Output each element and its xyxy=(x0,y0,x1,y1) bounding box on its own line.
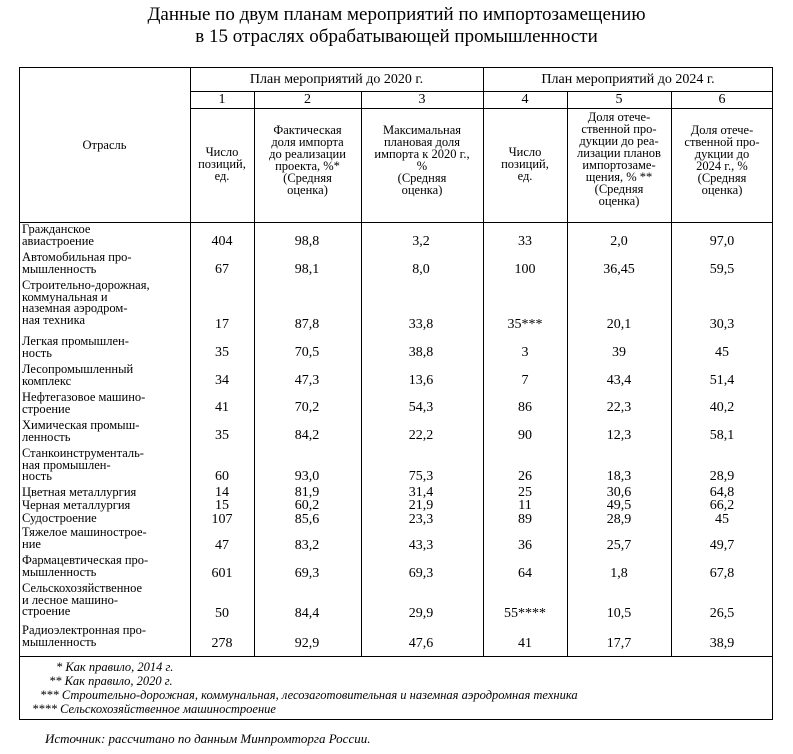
table-cell: 47 xyxy=(215,538,229,553)
table-cell: 13,6 xyxy=(408,373,434,388)
table-cell: 86 xyxy=(518,400,532,415)
table-cell: 2,0 xyxy=(610,234,628,249)
table-cell: 1,8 xyxy=(610,566,628,581)
table-cell: 15 xyxy=(215,498,229,513)
row-sector-name: Цветная металлургия xyxy=(22,485,137,499)
table-cell: 43,3 xyxy=(408,538,434,553)
table-cell: 87,8 xyxy=(294,317,320,332)
table-cell: 41 xyxy=(215,400,229,415)
table-cell: 26,5 xyxy=(709,606,735,621)
table-cell: 54,3 xyxy=(408,400,434,415)
table-cell: 25 xyxy=(518,485,532,500)
table-cell: 98,1 xyxy=(294,262,320,277)
table-cell: 38,9 xyxy=(709,636,735,651)
table-cell: 14 xyxy=(215,485,229,500)
table-cell: 7 xyxy=(521,373,529,388)
column-header-domestic-share-before: Доля отече- ственной про- дукции до реа- лизации планов импортозаме- щения, % ** (Средняя оценка) xyxy=(577,110,661,208)
column-number-2: 2 xyxy=(304,92,311,107)
table-cell: 64 xyxy=(518,566,532,581)
table-cell: 25,7 xyxy=(606,538,632,553)
column-number-5: 5 xyxy=(615,92,623,107)
table-cell: 47,3 xyxy=(294,373,320,388)
table-cell: 43,4 xyxy=(606,373,632,388)
table-cell: 8,0 xyxy=(412,262,430,277)
table-cell: 92,9 xyxy=(294,636,320,651)
table-cell: 49,5 xyxy=(606,498,632,513)
table-cell: 90 xyxy=(518,428,532,443)
table-cell: 601 xyxy=(211,566,233,581)
table-cell: 84,2 xyxy=(294,428,320,443)
table-cell: 28,9 xyxy=(606,512,632,527)
row-sector-name: Станкоинструменталь- ная промышлен- ность xyxy=(22,446,144,483)
row-sector-name: Судостроение xyxy=(22,511,97,525)
table-cell: 36 xyxy=(518,538,532,553)
row-sector-name: Легкая промышлен- ность xyxy=(22,334,129,360)
table-cell: 55**** xyxy=(504,606,546,621)
row-sector-name: Нефтегазовое машино- строение xyxy=(22,390,146,416)
table-cell: 83,2 xyxy=(294,538,320,553)
table-cell: 84,4 xyxy=(294,606,320,621)
table-cell: 28,9 xyxy=(709,469,735,484)
document-title-line-2: в 15 отраслях обрабатывающей промышленности xyxy=(195,26,598,47)
row-sector-name: Фармацевтическая про- мышленность xyxy=(22,553,149,579)
table-cell: 98,8 xyxy=(294,234,320,249)
table-cell: 67,8 xyxy=(709,566,735,581)
table-cell: 47,6 xyxy=(408,636,434,651)
column-number-4: 4 xyxy=(521,92,529,107)
table-cell: 67 xyxy=(215,262,229,277)
table-cell: 29,9 xyxy=(408,606,434,621)
table-cell: 69,3 xyxy=(294,566,320,581)
footnote-1: * Как правило, 2014 г. xyxy=(56,660,174,674)
table-cell: 21,9 xyxy=(408,498,434,513)
group-header-plan-2020: План мероприятий до 2020 г. xyxy=(249,72,424,87)
table-divider xyxy=(190,108,773,109)
column-number-6: 6 xyxy=(718,92,726,107)
document-title-line-1: Данные по двум планам мероприятий по импортозамещению xyxy=(147,4,646,25)
table-cell: 23,3 xyxy=(408,512,434,527)
table-cell: 33,8 xyxy=(408,317,434,332)
table-cell: 17,7 xyxy=(606,636,632,651)
table-cell: 70,5 xyxy=(294,345,320,360)
table-cell: 3 xyxy=(521,345,529,360)
table-divider xyxy=(19,656,773,657)
table-cell: 64,8 xyxy=(709,485,735,500)
group-header-plan-2024: План мероприятий до 2024 г. xyxy=(541,72,715,87)
row-sector-name: Химическая промыш- ленность xyxy=(22,418,140,444)
row-sector-name: Автомобильная про- мышленность xyxy=(22,250,132,276)
table-cell: 30,3 xyxy=(709,317,735,332)
table-cell: 75,3 xyxy=(408,469,434,484)
table-cell: 35 xyxy=(215,428,229,443)
column-number-1: 1 xyxy=(218,92,226,107)
table-cell: 70,2 xyxy=(294,400,320,415)
table-cell: 36,45 xyxy=(603,262,635,277)
table-cell: 20,1 xyxy=(606,317,632,332)
row-sector-name: Гражданское авиастроение xyxy=(22,222,94,248)
table-cell: 22,3 xyxy=(606,400,632,415)
table-cell: 81,9 xyxy=(294,485,320,500)
table-cell: 34 xyxy=(215,373,229,388)
table-cell: 60 xyxy=(215,469,229,484)
table-cell: 89 xyxy=(518,512,532,527)
column-number-3: 3 xyxy=(418,92,426,107)
table-cell: 59,5 xyxy=(709,262,735,277)
footnote-4: **** Сельскохозяйственное машиностроение xyxy=(32,702,276,716)
table-cell: 33 xyxy=(518,234,532,249)
table-cell: 30,6 xyxy=(606,485,632,500)
table-cell: 49,7 xyxy=(709,538,735,553)
table-cell: 40,2 xyxy=(709,400,735,415)
table-cell: 278 xyxy=(211,636,233,651)
table-cell: 10,5 xyxy=(606,606,632,621)
table-cell: 50 xyxy=(215,606,229,621)
table-cell: 35 xyxy=(215,345,229,360)
column-header-max-import-share-2020: Максимальная плановая доля импорта к 2020 г., % (Средняя оценка) xyxy=(374,123,470,197)
table-cell: 404 xyxy=(211,234,233,249)
column-header-positions-2020: Число позиций, ед. xyxy=(198,145,246,183)
column-header-positions-2024: Число позиций, ед. xyxy=(501,145,549,183)
table-cell: 45 xyxy=(715,512,729,527)
row-sector-name: Строительно-дорожная, коммунальная и наземная аэродром- ная техника xyxy=(22,278,150,327)
table-cell: 85,6 xyxy=(294,512,320,527)
table-cell: 107 xyxy=(211,512,233,527)
table-cell: 60,2 xyxy=(294,498,320,513)
table-cell: 3,2 xyxy=(412,234,430,249)
table-cell: 26 xyxy=(518,469,532,484)
table-cell: 93,0 xyxy=(294,469,320,484)
table-cell: 18,3 xyxy=(606,469,632,484)
column-header-actual-import-share: Фактическая доля импорта до реализации проекта, %* (Средняя оценка) xyxy=(269,123,346,197)
table-cell: 31,4 xyxy=(408,485,434,500)
table-cell: 22,2 xyxy=(408,428,434,443)
table-cell: 38,8 xyxy=(408,345,434,360)
column-header-domestic-share-2024: Доля отече- ственной про- дукции до 2024 г., % (Средняя оценка) xyxy=(684,123,760,197)
row-sector-name: Тяжелое машинострое- ние xyxy=(22,525,147,551)
table-cell: 39 xyxy=(612,345,626,360)
table-cell: 17 xyxy=(215,317,229,332)
table-cell: 97,0 xyxy=(709,234,735,249)
table-cell: 35*** xyxy=(507,317,543,332)
row-sector-name: Лесопромышленный комплекс xyxy=(22,362,134,388)
table-cell: 66,2 xyxy=(709,498,735,513)
table-cell: 100 xyxy=(514,262,536,277)
row-sector-name: Сельскохозяйственное и лесное машино- строение xyxy=(22,581,143,618)
row-sector-name: Черная металлургия xyxy=(22,498,131,512)
table-divider xyxy=(190,91,773,92)
footnote-3: *** Строительно-дорожная, коммунальная, лесозаготовительная и наземная аэродромная техника xyxy=(40,688,578,702)
table-cell: 45 xyxy=(715,345,729,360)
footnote-2: ** Как правило, 2020 г. xyxy=(49,674,173,688)
table-cell: 11 xyxy=(518,498,532,513)
table-cell: 41 xyxy=(518,636,532,651)
row-sector-name: Радиоэлектронная про- мышленность xyxy=(22,623,147,649)
table-cell: 69,3 xyxy=(408,566,434,581)
source-note: Источник: рассчитано по данным Минпромторга России. xyxy=(45,731,371,746)
table-cell: 58,1 xyxy=(709,428,735,443)
table-cell: 51,4 xyxy=(709,373,735,388)
column-header-sector: Отрасль xyxy=(82,138,127,152)
table-cell: 12,3 xyxy=(606,428,632,443)
table-divider xyxy=(19,222,773,223)
